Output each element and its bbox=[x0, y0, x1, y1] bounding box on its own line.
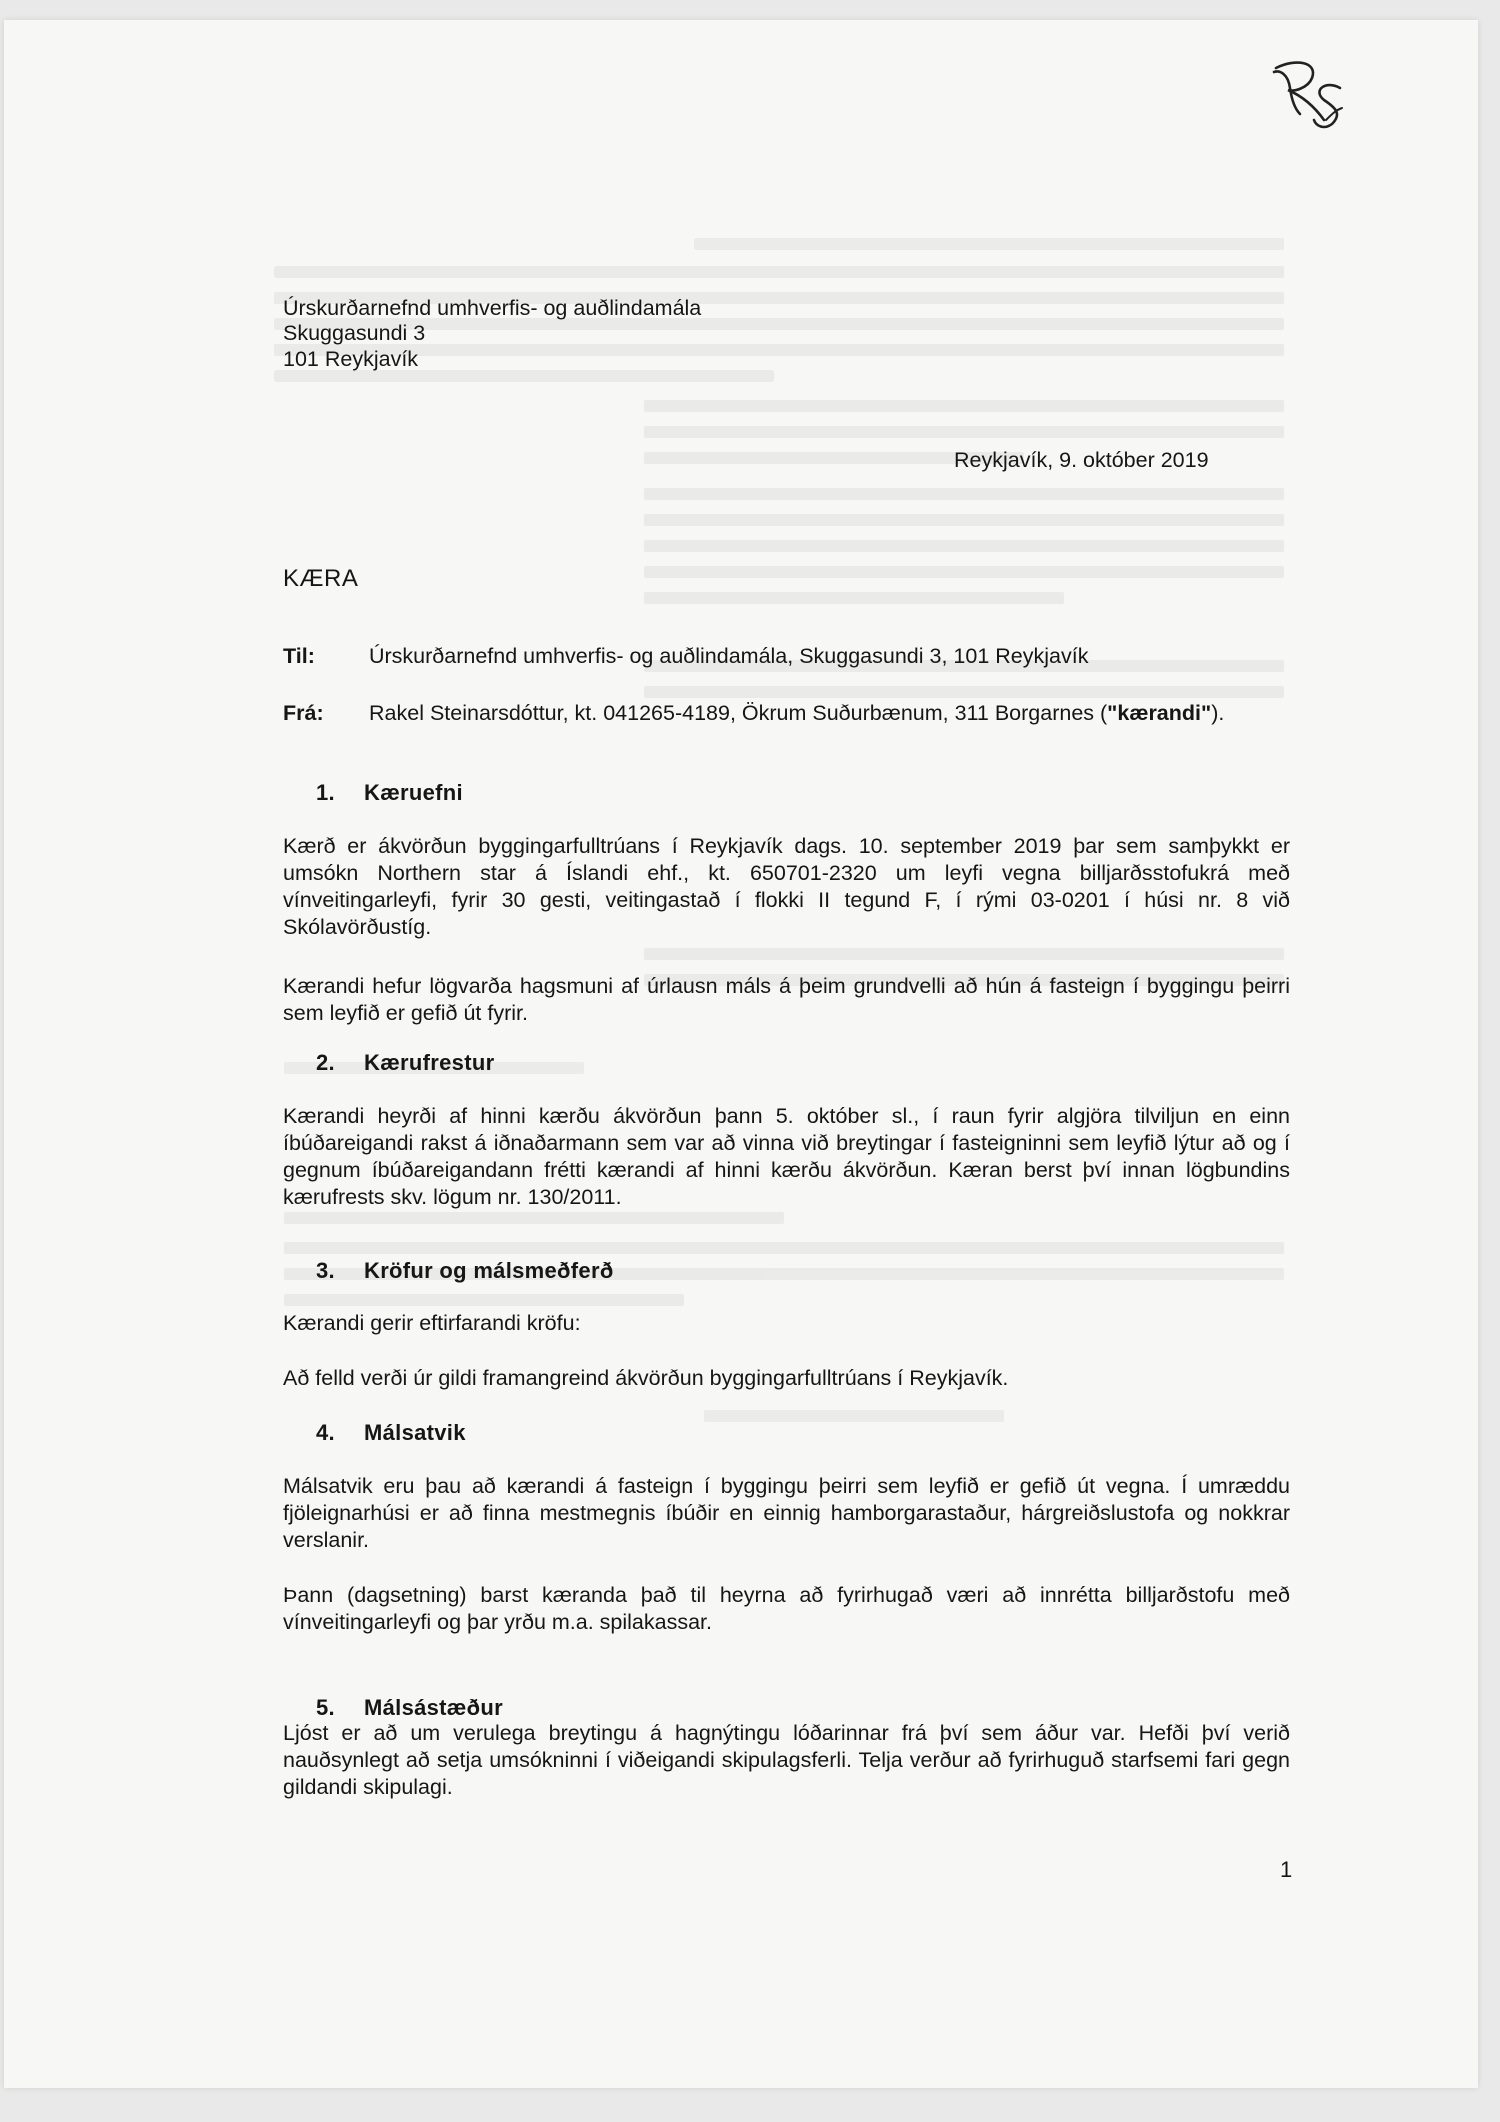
from-label: Frá: bbox=[283, 701, 324, 725]
document-page bbox=[4, 20, 1478, 2088]
section-5-paragraph-1: Ljóst er að um verulega breytingu á hagnýtingu lóðarinnar frá því sem áður var. Hefði því verið nauðsynlegt að setja umsókninni í viðeigandi skipulagsferli. Telja verður að fyrirhuguð starfsemi fari gegn gildandi skipulagi. bbox=[283, 1721, 1290, 1799]
section-2-heading bbox=[316, 1050, 494, 1076]
section-3-paragraph-1: Kærandi gerir eftirfarandi kröfu: bbox=[283, 1311, 581, 1335]
section-2-paragraph-1: Kærandi heyrði af hinni kærðu ákvörðun þann 5. október sl., í raun fyrir algjöra tilviljun en einn íbúðareigandi rakst á iðnaðarmann sem var að vinna við breytingar í fasteigninni sem leyfið lýtur að og í gegnum íbúðareigandann frétti kærandi af hinni kærðu ákvörðun. Kæran berst því innan lögbundins kærufrests skv. lögum nr. 130/2011. bbox=[283, 1104, 1290, 1209]
section-4-paragraph-2: Þann (dagsetning) barst kæranda það til heyrna að fyrirhugað væri að innrétta billjarðstofu með vínveitingarleyfi og þar yrðu m.a. spilakassar. bbox=[283, 1583, 1290, 1634]
section-1-heading bbox=[316, 780, 463, 806]
section-3-heading bbox=[316, 1258, 614, 1284]
section-1-paragraph-2: Kærandi hefur lögvarða hagsmuni af úrlausn máls á þeim grundvelli að hún á fasteign í byggingu þeirri sem leyfið er gefið út fyrir. bbox=[283, 974, 1290, 1025]
section-4-heading bbox=[316, 1420, 466, 1446]
page-number: 1 bbox=[1280, 1857, 1293, 1882]
section-4-number: 4. bbox=[316, 1420, 335, 1445]
section-4-paragraph-1: Málsatvik eru þau að kærandi á fasteign í byggingu þeirri sem leyfið er gefið út vegna. Í umræddu fjöleignarhúsi er að finna mestmegnis íbúðir en einnig hamborgarastaður, hárgreiðslustofa og nokkrar verslanir. bbox=[283, 1474, 1290, 1552]
from-value-bold: "kærandi" bbox=[1107, 701, 1212, 725]
section-5-heading bbox=[316, 1695, 503, 1721]
from-value-end: ). bbox=[1211, 701, 1225, 725]
address-line-2: Skuggasundi 3 bbox=[283, 321, 426, 345]
to-value: Úrskurðarnefnd umhverfis- og auðlindamála, Skuggasundi 3, 101 Reykjavík bbox=[369, 644, 1089, 668]
section-1-number: 1. bbox=[316, 780, 335, 805]
section-5-title: Málsástæður bbox=[364, 1695, 504, 1720]
address-line-3: 101 Reykjavík bbox=[283, 347, 419, 371]
place-date: Reykjavík, 9. október 2019 bbox=[954, 448, 1209, 472]
from-value-text: Rakel Steinarsdóttur, kt. 041265-4189, Ökrum Suðurbænum, 311 Borgarnes ( bbox=[369, 701, 1108, 725]
section-2-title: Kærufrestur bbox=[364, 1050, 495, 1075]
section-2-number: 2. bbox=[316, 1050, 335, 1075]
section-4-title: Málsatvik bbox=[364, 1420, 466, 1445]
section-5-number: 5. bbox=[316, 1695, 335, 1720]
address-line-1: Úrskurðarnefnd umhverfis- og auðlindamála bbox=[283, 296, 702, 320]
document-title: KÆRA bbox=[283, 565, 359, 592]
section-1-title: Kæruefni bbox=[364, 780, 463, 805]
from-value bbox=[369, 700, 1224, 727]
section-1-paragraph-1: Kærð er ákvörðun byggingarfulltrúans í Reykjavík dags. 10. september 2019 þar sem samþykkt er umsókn Northern star á Íslandi ehf., kt. 650701-2320 um leyfi vegna billjarðsstofukrá með vínveitingarleyfi, fyrir 30 gesti, veitingastað í flokki II tegund F, í rými 03-0201 í húsi nr. 8 við Skólavörðustíg. bbox=[283, 834, 1290, 939]
section-3-title: Kröfur og málsmeðferð bbox=[364, 1258, 614, 1283]
handwritten-initials bbox=[1266, 50, 1356, 140]
to-label: Til: bbox=[283, 644, 315, 668]
section-3-number: 3. bbox=[316, 1258, 335, 1283]
section-3-paragraph-2: Að felld verði úr gildi framangreind ákvörðun byggingarfulltrúans í Reykjavík. bbox=[283, 1366, 1009, 1390]
